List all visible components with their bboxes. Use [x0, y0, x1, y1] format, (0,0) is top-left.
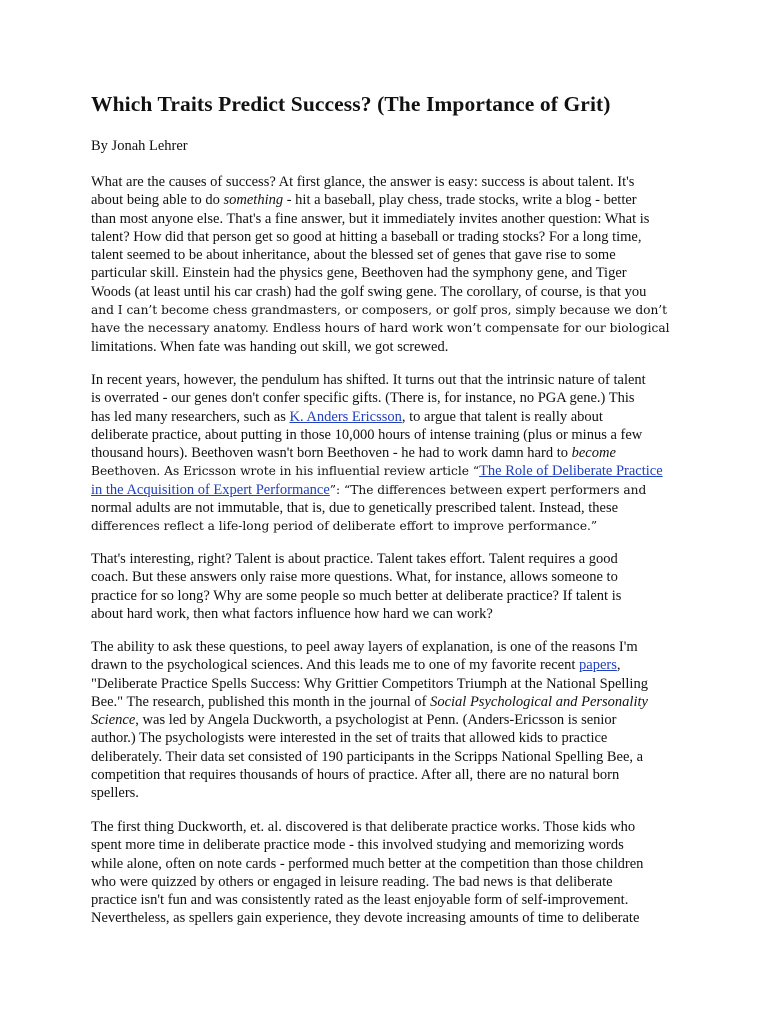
paragraph-5: [91, 818, 681, 928]
text-line: talent seemed to be about inheritance, about the blessed set of genes that gave rise to some: [91, 247, 616, 264]
text-line: The ability to ask these questions, to peel away layers of explanation, is one of the reasons I'm: [91, 639, 638, 655]
paragraph-4: [91, 638, 681, 803]
text-line: Beethoven. As Ericsson wrote in his influential review article “The Role of Deliberate Practice: [91, 463, 663, 480]
text-line: "Deliberate Practice Spells Success: Why Grittier Competitors Triumph at the National Spelling: [91, 675, 648, 692]
text-line: normal adults are not immutable, that is, due to genetically prescribed talent. Instead, these: [91, 500, 619, 517]
text-line: In recent years, however, the pendulum has shifted. It turns out that the intrinsic nature of talent: [91, 372, 646, 388]
text-line: The first thing Duckworth, et. al. discovered is that deliberate practice works. Those kids who: [91, 819, 636, 835]
text-line: competition that requires thousands of hours of practice. After all, there are no natural born: [91, 767, 620, 784]
text-line: Bee." The research, published this month in the journal of Social Psychological and Personality: [91, 693, 648, 710]
paragraph-1: [91, 173, 681, 356]
text-line: spent more time in deliberate practice mode - this involved studying and memorizing words: [91, 837, 624, 854]
link-deliberate-practice-article[interactable]: The Role of Deliberate Practice: [479, 463, 663, 480]
text-line: has led many researchers, such as K. Anders Ericsson, to argue that talent is really about: [91, 408, 603, 425]
text-line: spellers.: [91, 785, 139, 802]
text-line: about being able to do something - hit a baseball, play chess, trade stocks, write a blog - better: [91, 192, 637, 209]
text-line: thousand hours). Beethoven wasn't born Beethoven - he had to work damn hard to become: [91, 445, 616, 462]
text-line: drawn to the psychological sciences. And this leads me to one of my favorite recent papers,: [91, 657, 621, 674]
text-line: talent? How did that person get so good at hitting a baseball or trading stocks? For a long time,: [91, 228, 642, 245]
text-line: particular skill. Einstein had the physics gene, Beethoven had the symphony gene, and Tiger: [91, 265, 627, 282]
text-line: Science, was led by Angela Duckworth, a psychologist at Penn. (Anders-Ericsson is senior: [91, 712, 617, 729]
text-line: than most anyone else. That's a fine answer, but it immediately invites another question: What is: [91, 210, 650, 227]
paragraph-3: [91, 550, 681, 623]
text-line: in the Acquisition of Expert Performance”: “The differences between expert performers and: [91, 481, 647, 498]
text-line: who were quizzed by others or engaged in leisure reading. The bad news is that deliberate: [91, 873, 613, 890]
text-line: deliberate practice, about putting in those 10,000 hours of intense training (plus or minus a few: [91, 426, 643, 443]
paragraph-2: [91, 371, 681, 536]
text-line: That's interesting, right? Talent is about practice. Talent takes effort. Talent requires a good: [91, 551, 618, 567]
article-title: Which Traits Predict Success? (The Importance of Grit): [91, 92, 611, 116]
emphasis: become: [571, 445, 616, 462]
link-anders-ericsson[interactable]: K. Anders Ericsson: [289, 408, 402, 425]
link-papers[interactable]: papers: [579, 657, 617, 674]
article-byline: By Jonah Lehrer: [91, 138, 188, 154]
text-line: have the necessary anatomy. Endless hours of hard work won’t compensate for our biological: [91, 321, 670, 336]
text-line: while alone, often on note cards - performed much better at the competition than those children: [91, 855, 644, 872]
text-line: differences reflect a life-long period of deliberate effort to improve performance.”: [91, 519, 598, 534]
journal-name-cont: Science: [91, 712, 136, 729]
text-line: and I can’t become chess grandmasters, or composers, or golf pros, simply because we don’t: [91, 303, 668, 318]
text-line: deliberately. Their data set consisted of 190 participants in the Scripps National Spelling Bee, a: [91, 748, 644, 765]
emphasis: something: [223, 192, 284, 209]
text-line: Nevertheless, as spellers gain experience, they devote increasing amounts of time to deliberate: [91, 910, 640, 927]
text-line: practice isn't fun and was consistently rated as the least enjoyable form of self-improvement.: [91, 892, 629, 909]
text-line: Woods (at least until his car crash) had the golf swing gene. The corollary, of course, is that you: [91, 283, 647, 300]
text-line: coach. But these answers only raise more questions. What, for instance, allows someone to: [91, 569, 618, 586]
text-line: What are the causes of success? At first glance, the answer is easy: success is about talent. It's: [91, 174, 635, 190]
text-line: about hard work, then what factors influence how hard we can work?: [91, 605, 493, 622]
text-line: author.) The psychologists were interested in the set of traits that allowed kids to practice: [91, 730, 608, 747]
journal-name: Social Psychological and Personality: [430, 693, 648, 710]
text-line: practice for so long? Why are some people so much better at deliberate practice? If talent is: [91, 587, 622, 604]
text-line: limitations. When fate was handing out skill, we got screwed.: [91, 338, 449, 355]
link-deliberate-practice-article-cont[interactable]: in the Acquisition of Expert Performance: [91, 481, 330, 498]
text-line: is overrated - our genes don't confer specific gifts. (There is, for instance, no PGA gene.) This: [91, 390, 635, 407]
